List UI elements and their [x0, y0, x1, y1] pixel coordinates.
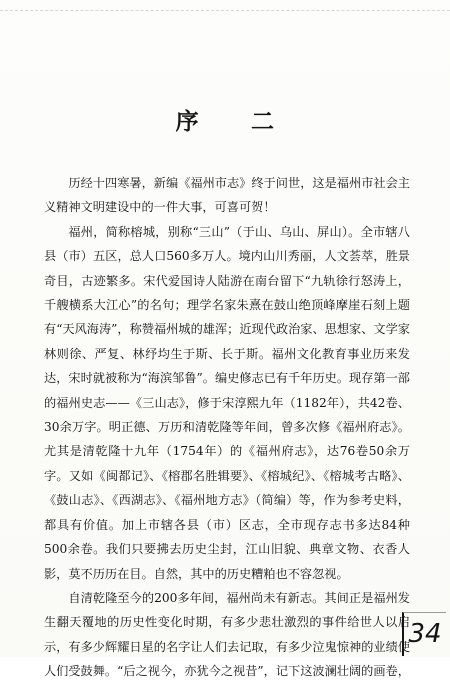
- page-title: [0, 103, 450, 136]
- body-text: [44, 171, 410, 684]
- title-part-2: 二: [251, 108, 275, 135]
- title-part-1: 序: [175, 108, 199, 135]
- paragraph-1: 历经十四寒暑，新编《福州市志》终于问世，这是福州市社会主义精神文明建设中的一件大事，可喜可贺！: [44, 176, 410, 215]
- paragraph-2: 福州，简称榕城，别称“三山”（于山、乌山、屏山）。全市辖八县（市）五区，总人口560多万人。境内山川秀丽，人文荟萃，胜景奇目，古迹繁多。宋代爱国诗人陆游在南台留下“九轨徐行怒涛上，千艘横系大江心”的名句；理学名家朱熹在鼓山绝顶峰摩崖石刻上题有“天风海涛”，称赞福州城的雄浑；近现代政治家、思想家、文学家林则徐、严复、林纾均生于斯、长于斯。福州文化教育事业历来发达，宋时就被称为“海滨邹鲁”。编史修志已有千年历史。现存第一部的福州史志——《三山志》，修于宋淳熙九年（1182年），共42卷、30余万字。明正德、万历和清乾隆等年间，曾多次修《福州府志》。尤其是清乾隆十九年（1754年）的《福州府志》，达76卷50余万字。又如《闽都记》、《榕郡名胜辑要》、《榕城纪》、《榕城考古略》、《鼓山志》、《西湖志》、《福州地方志》（简编）等，作为参考史料，都具有价值。加上市辖各县（市）区志，全市现存志书多达84种500余卷。我们只要拂去历史尘封，江山旧貌、典章文物、衣香人影，莫不历历在目。自然，其中的历史糟粕也不容忽视。: [44, 224, 410, 581]
- top-edge-line: [0, 0, 450, 11]
- paragraph-3: 自清乾隆至今的200多年间，福州尚未有新志。其间正是福州发生翻天覆地的历史性变化时期，有多少悲壮激烈的事件给世人以启示，有多少辉耀日星的名字让人们去记取，有多少泣鬼惊神的业绩使人们受鼓舞。“后之视今，亦犹今之视昔”，记下这波澜壮阔的画卷，: [44, 590, 410, 679]
- handwritten-page-number: 34: [408, 619, 442, 649]
